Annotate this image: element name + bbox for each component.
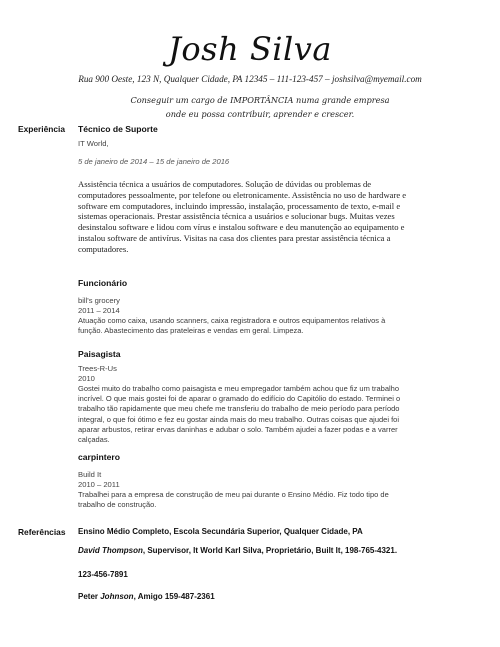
reference-1 bbox=[78, 546, 397, 555]
job-description: Trabalhei para a empresa de construção de meu pai durante o Ensino Médio. Fiz todo tipo de trabalho de construção. bbox=[78, 490, 389, 510]
resume-name: Josh Silva bbox=[168, 30, 332, 68]
job-dates: 2010 bbox=[78, 374, 95, 383]
job-title: Funcionário bbox=[78, 278, 128, 288]
reference-3-last-name: Johnson bbox=[100, 592, 134, 601]
job-title: Paisagista bbox=[78, 349, 121, 359]
reference-3-details: , Amigo 159-487-2361 bbox=[133, 592, 215, 601]
reference-1-details: , Supervisor, It World Karl Silva, Proprietário, Built It, 198-765-4321. bbox=[142, 546, 398, 555]
reference-phone: 123-456-7891 bbox=[78, 570, 128, 579]
reference-1-name: David Thompson bbox=[78, 546, 143, 555]
job-title: Técnico de Suporte bbox=[78, 124, 158, 134]
job-company: Build It bbox=[78, 470, 102, 479]
job-title: carpintero bbox=[78, 452, 121, 462]
job-dates: 2011 – 2014 bbox=[78, 306, 120, 315]
job-description: Atuação como caixa, usando scanners, caixa registradora e outros equipamentos relativos à função. Abastecimento das prateleiras e vendas em geral. Limpeza. bbox=[78, 316, 386, 336]
reference-3-first-name: Peter bbox=[78, 592, 101, 601]
section-label-references: Referências bbox=[18, 527, 66, 537]
objective-line-2: onde eu possa contribuir, aprender e crescer. bbox=[165, 109, 355, 119]
job-company: bill's grocery bbox=[78, 296, 120, 305]
education-line: Ensino Médio Completo, Escola Secundária Superior, Qualquer Cidade, PA bbox=[78, 527, 363, 536]
job-dates: 5 de janeiro de 2014 – 15 de janeiro de 2016 bbox=[78, 157, 230, 166]
reference-3 bbox=[78, 592, 215, 601]
section-label-experience: Experiência bbox=[18, 124, 66, 134]
job-description: Assistência técnica a usuários de computadores. Solução de dúvidas ou problemas de computadores pessoalmente, por telefone ou eletronicamente. Assistência no uso de hardware e software em computadores, incluindo impressão, instalação, processamento de texto, e-mail e sistemas operacionais. Prestar assistência técnica a usuários e solucionar bugs. Muitas vezes desinstalou software e lidou com vírus e instalou software e deu manutenção ao equipamento e instalou software de antivírus. Visitas na casa dos clientes para prestar assistência técnica a computadores. bbox=[78, 179, 407, 254]
job-company: Trees-R-Us bbox=[78, 364, 117, 373]
contact-line: Rua 900 Oeste, 123 N, Qualquer Cidade, PA 12345 – 111-123-457 – joshsilva@myemail.com bbox=[78, 74, 422, 84]
job-dates: 2010 – 2011 bbox=[78, 480, 120, 489]
job-company: IT World, bbox=[78, 139, 109, 148]
objective bbox=[70, 93, 450, 121]
job-description: Gostei muito do trabalho como paisagista e meu empregador também achou que fiz um trabalho incrível. O que mais gostei foi de aparar o gramado do edifício do Capitólio do estado. Terminei o trabalho tão rapidamente que meu chefe me transferiu do trabalho de meio período para período integral, o que foi ótimo e fez eu gostar ainda mais do meu trabalho. Outras coisas que ajudei foi aparar arbustos, retirar ervas daninhas e adubar o solo. Também ajudei a fazer podas e a varrer calçadas. bbox=[78, 384, 401, 445]
objective-line-1: Conseguir um cargo de IMPORTÂNCIA numa grande empresa bbox=[130, 95, 390, 105]
